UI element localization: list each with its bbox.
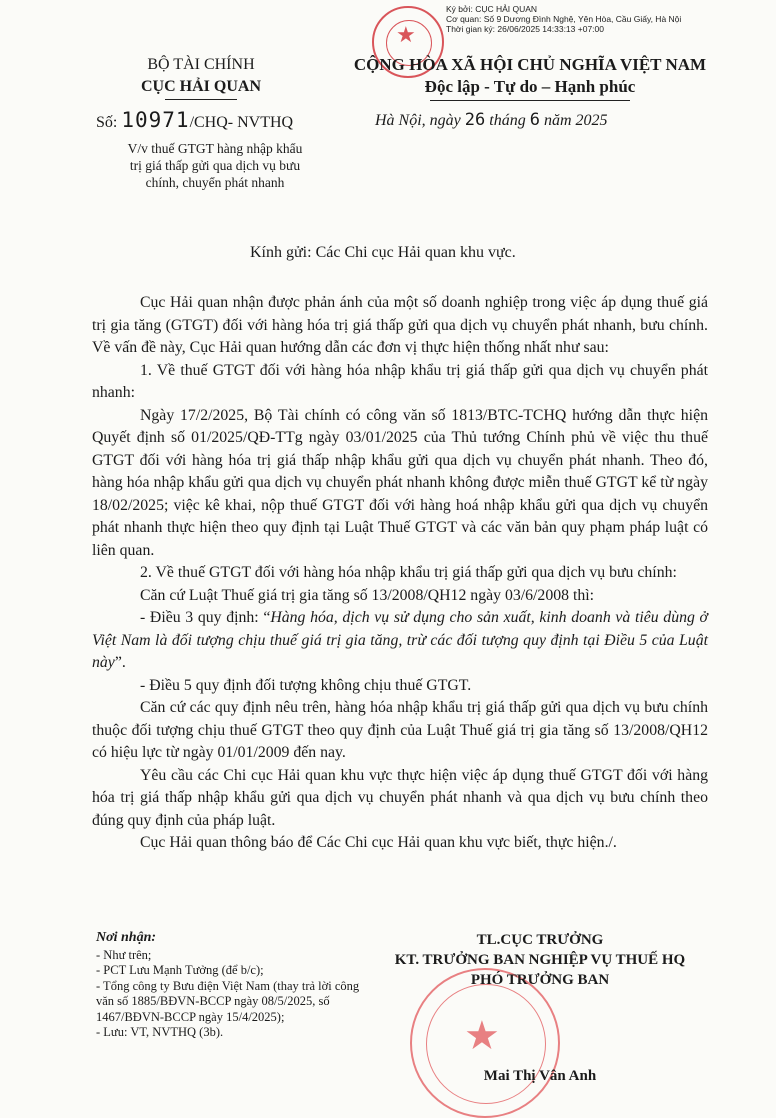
- official-seal: ★: [410, 968, 560, 1118]
- recipients-heading: Nơi nhận:: [96, 930, 157, 945]
- document-subject: V/v thuế GTGT hàng nhập khẩu trị giá thấp gửi qua dịch vụ bưu chính, chuyển phát nhanh: [127, 141, 303, 190]
- paragraph-intro: Cục Hải quan nhận được phản ánh của một số doanh nghiệp trong việc áp dụng thuế giá trị gia tăng (GTGT) đối với hàng hóa trị giá thấp gửi qua dịch vụ chuyển phát nhanh, bưu chính. Về vấn đề này, Cục Hải quan hướng dẫn các đơn vị thực hiện thống nhất như sau:: [92, 294, 708, 356]
- department-name: CỤC HẢI QUAN: [141, 78, 261, 95]
- article-3-item: [92, 607, 708, 675]
- signature-block: [370, 930, 710, 1084]
- section-1-heading: 1. Về thuế GTGT đối với hàng hóa nhập khẩu trị giá thấp gửi qua dịch vụ chuyển phát nhanh:: [92, 361, 708, 401]
- article-3-quote: Hàng hóa, dịch vụ sử dụng cho sản xuất, kinh doanh và tiêu dùng ở Việt Nam là đối tượng chịu thuế giá trị gia tăng, trừ các đối tượng quy định tại Điều 5 của Luật này: [92, 609, 708, 671]
- signer-title: PHÓ TRƯỞNG BAN: [470, 972, 610, 988]
- signer-delegation: KT. TRƯỞNG BAN NGHIỆP VỤ THUẾ HQ: [394, 952, 686, 968]
- sig-agency: Cơ quan: Số 9 Dương Đình Nghệ, Yên Hòa, Cầu Giấy, Hà Nội: [446, 14, 682, 24]
- sig-signer: Ký bởi: CỤC HẢI QUAN: [446, 4, 538, 14]
- doc-no-suffix: /CHQ- NVTHQ: [189, 114, 294, 131]
- recipient-item: - PCT Lưu Mạnh Tưởng (để b/c);: [96, 963, 264, 977]
- signer-name: Mai Thị Vân Anh: [483, 1068, 597, 1084]
- date-year: năm 2025: [543, 112, 608, 129]
- paragraph-legal-basis: Căn cứ Luật Thuế giá trị gia tăng số 13/2008/QH12 ngày 03/6/2008 thì:: [140, 586, 595, 604]
- nation-name: CỘNG HÒA XÃ HỘI CHỦ NGHĨA VIỆT NAM: [353, 55, 707, 74]
- digital-signature-info: [446, 4, 681, 34]
- article-3-close: ”.: [114, 654, 126, 671]
- doc-no-value: 10971: [121, 108, 190, 132]
- recipient-item: - Như trên;: [96, 947, 152, 962]
- signer-authority: TL.CỤC TRƯỞNG: [476, 932, 604, 948]
- article-3-lead: - Điều 3 quy định: “: [140, 609, 271, 626]
- ministry-name: BỘ TÀI CHÍNH: [147, 56, 255, 73]
- digital-signature-stamp: ★: [372, 6, 444, 78]
- motto-underline: [430, 100, 630, 101]
- document-number: [96, 108, 293, 132]
- document-body: [92, 292, 708, 855]
- agency-underline: [165, 99, 237, 100]
- recipient-item: - Tổng công ty Bưu điện Việt Nam (thay trả lời công văn số 1885/BĐVN-BCCP ngày 08/5/2025, số 1467/BĐVN-BCCP ngày 15/4/2025);: [96, 978, 360, 1024]
- paragraph-request: Yêu cầu các Chi cục Hải quan khu vực thực hiện việc áp dụng thuế GTGT đối với hàng hóa trị giá thấp nhập khẩu gửi qua dịch vụ chuyển phát nhanh và qua dịch vụ bưu chính theo đúng quy định của pháp luật.: [92, 766, 708, 829]
- section-2-heading: 2. Về thuế GTGT đối với hàng hóa nhập khẩu trị giá thấp gửi qua dịch vụ bưu chính:: [140, 564, 677, 581]
- paragraph-conclusion: Căn cứ các quy định nêu trên, hàng hóa nhập khẩu trị giá thấp gửi qua dịch vụ bưu chính thuộc đối tượng chịu thuế GTGT theo quy định của Luật Thuế giá trị gia tăng số 13/2008/QH12 có hiệu lực từ ngày 01/01/2009 đến nay.: [92, 699, 708, 761]
- recipient-line: Kính gửi: Các Chi cục Hải quan khu vực.: [250, 244, 516, 261]
- national-title: [330, 54, 730, 101]
- date-place: Hà Nội, ngày: [375, 112, 461, 129]
- sig-time: Thời gian ký: 26/06/2025 14:33:13 +07:00: [446, 24, 604, 34]
- paragraph-closing: Cục Hải quan thông báo để Các Chi cục Hải quan khu vực biết, thực hiện./.: [140, 834, 617, 851]
- date-month: 6: [529, 110, 540, 130]
- recipient-item: - Lưu: VT, NVTHQ (3b).: [96, 1025, 224, 1039]
- motto: Độc lập - Tự do – Hạnh phúc: [424, 77, 636, 96]
- paragraph-section-1: Ngày 17/2/2025, Bộ Tài chính có công văn số 1813/BTC-TCHQ hướng dẫn thực hiện Quyết định số 01/2025/QĐ-TTg ngày 03/01/2025 của Thủ tướng Chính phủ về việc thu thuế GTGT đối với hàng hóa trị giá thấp nhập khẩu gửi qua dịch vụ chuyển phát nhanh. Theo đó, hàng hóa nhập khẩu gửi qua dịch vụ chuyển phát nhanh không được miễn thuế GTGT kể từ ngày 18/02/2025; việc kê khai, nộp thuế GTGT đối với hàng hoá nhập khẩu gửi qua dịch vụ chuyển phát nhanh thực hiện theo quy định tại Luật Thuế GTGT và các văn bản quy phạm pháp luật có liên quan.: [92, 406, 708, 559]
- issuing-agency: [96, 54, 306, 100]
- date-day: 26: [464, 110, 486, 130]
- date-month-label: tháng: [489, 112, 526, 129]
- doc-no-prefix: Số:: [96, 114, 118, 131]
- article-5-item: - Điều 5 quy định đối tượng không chịu thuế GTGT.: [140, 676, 472, 694]
- issue-date: [375, 110, 608, 130]
- recipients-list: [96, 930, 366, 1041]
